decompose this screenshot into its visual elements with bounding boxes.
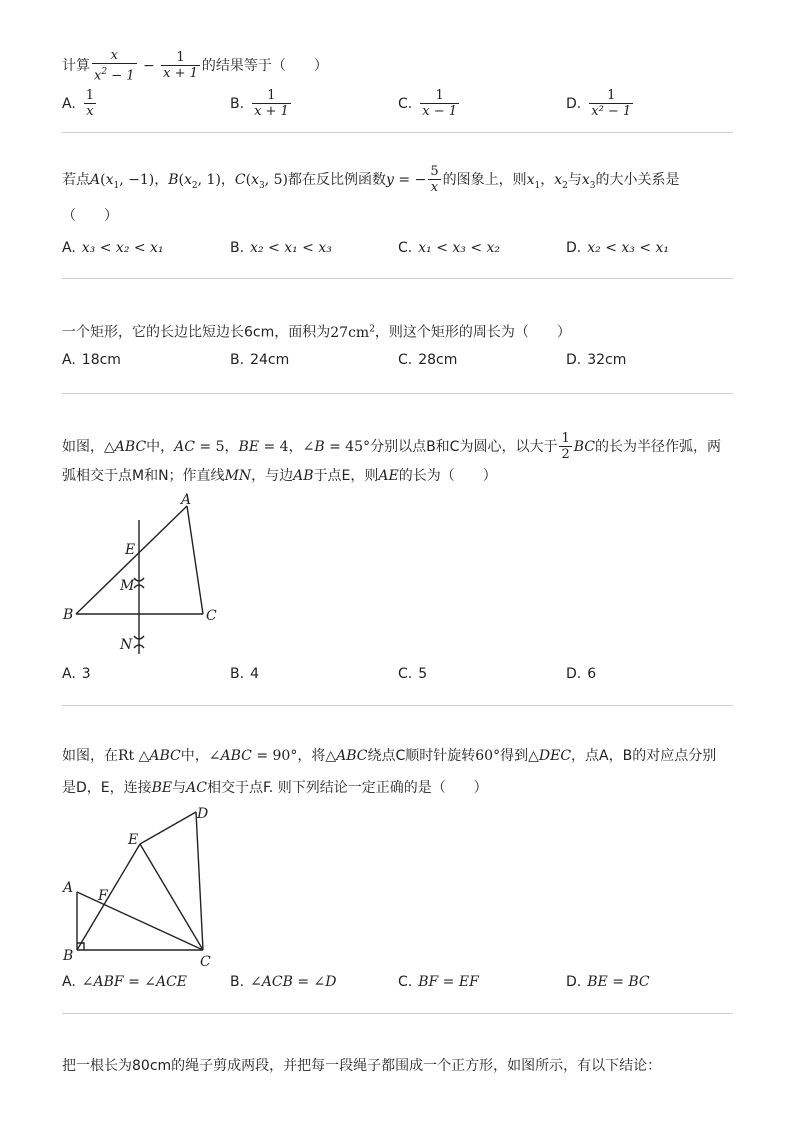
segment-ac bbox=[187, 506, 203, 614]
q1-option-b[interactable]: B. $\frac{1}{x + 1}$ bbox=[230, 88, 289, 119]
segment-dc bbox=[196, 812, 203, 950]
segment-ab bbox=[76, 506, 187, 614]
q4-stem-line1: 如图，△ABC中，AC = 5，BE = 4，∠B = 45°分别以点B和C为圆心，以大于 $\frac{1}{2}$ BC的长为半径作弧，两 bbox=[62, 431, 722, 462]
divider bbox=[62, 1013, 733, 1014]
q2-option-d[interactable]: D. x₂ < x₃ < x₁ bbox=[566, 240, 670, 256]
q1-option-d[interactable]: D. $\frac{1}{\text{x² − 1}}$ bbox=[566, 88, 632, 119]
q4-figure bbox=[60, 492, 230, 660]
q4-option-d[interactable]: D. 6 bbox=[566, 666, 597, 682]
label-c: C bbox=[200, 954, 211, 970]
divider bbox=[62, 393, 733, 394]
q4-option-c[interactable]: C. 5 bbox=[398, 666, 428, 682]
segment-ec bbox=[140, 844, 203, 950]
q3-stem: 一个矩形，它的长边比短边长6cm，面积为$27cm^2$，则这个矩形的周长为（ ） bbox=[62, 324, 571, 341]
label-a: A bbox=[63, 880, 74, 896]
label-e: E bbox=[125, 542, 136, 558]
q6-stem: 把一根长为80cm的绳子剪成两段，并把每一段绳子都围成一个正方形，如图所示，有以下结论： bbox=[62, 1058, 662, 1074]
divider bbox=[62, 705, 733, 706]
q1-fraction-1: $\frac{x}{x^2 - 1}$ bbox=[94, 48, 135, 84]
q3-option-c[interactable]: C. 28cm bbox=[398, 352, 458, 368]
label-n: N bbox=[120, 637, 133, 653]
q1-suffix: 的结果等于（ ） bbox=[201, 58, 328, 75]
label-b: B bbox=[63, 607, 74, 623]
q2-stem-line1: 若点$A(x_1$, −1)，$B(x_2$, 1)，$C(x_3$, 5)都在反比例函数y = − $\frac{5}{x}$ 的图象上，则$x_1$，$x_2$与$x_3$的大小关系是 bbox=[62, 164, 680, 195]
label-d: D bbox=[197, 806, 209, 822]
q5-option-b[interactable]: B. ∠ACB = ∠D bbox=[230, 974, 337, 990]
label-m: M bbox=[120, 578, 135, 594]
q4-option-b[interactable]: B. 4 bbox=[230, 666, 259, 682]
segment-ed bbox=[140, 812, 196, 844]
q1-option-c[interactable]: C. $\frac{1}{x - 1}$ bbox=[398, 88, 457, 119]
q2-option-c[interactable]: C. x₁ < x₃ < x₂ bbox=[398, 240, 501, 256]
q5-option-a[interactable]: A. ∠ABF = ∠ACE bbox=[62, 974, 188, 990]
segment-ac bbox=[77, 892, 203, 950]
q1-fraction-2: $\frac{1}{x + 1}$ bbox=[163, 50, 198, 82]
q1-stem: 计算 $\frac{x}{x^2 - 1}$ − $\frac{1}{x + 1}$ 的结果等于（ ） bbox=[62, 48, 328, 84]
q1-option-a[interactable]: A. $\frac{1}{x}$ bbox=[62, 88, 95, 119]
label-a: A bbox=[181, 492, 192, 508]
q5-stem-line2: 是D，E，连接BE与AC相交于点F. 则下列结论一定正确的是（ ） bbox=[62, 780, 488, 796]
q2-option-b[interactable]: B. x₂ < x₁ < x₃ bbox=[230, 240, 332, 256]
q4-stem-line2: 弧相交于点M和N；作直线MN，与边AB于点E，则AE的长为（ ） bbox=[62, 468, 497, 484]
q5-stem-line1: 如图，在Rt △ABC中，∠ABC = 90°，将△ABC绕点C顺时针旋转60°得到△DEC，点A，B的对应点分别 bbox=[62, 748, 717, 764]
label-b: B bbox=[63, 948, 74, 964]
divider bbox=[62, 278, 733, 279]
divider bbox=[62, 132, 733, 133]
label-e: E bbox=[128, 832, 139, 848]
q5-figure bbox=[60, 800, 226, 972]
label-f: F bbox=[98, 888, 108, 904]
q2-option-a[interactable]: A. x₃ < x₂ < x₁ bbox=[62, 240, 164, 256]
q2-stem-line2: （ ） bbox=[62, 208, 118, 224]
q3-option-d[interactable]: D. 32cm bbox=[566, 352, 627, 368]
q5-option-d[interactable]: D. BE = BC bbox=[566, 974, 650, 990]
q5-option-c[interactable]: C. BF = EF bbox=[398, 974, 479, 990]
q3-option-b[interactable]: B. 24cm bbox=[230, 352, 290, 368]
q3-option-a[interactable]: A. 18cm bbox=[62, 352, 121, 368]
q1-prefix: 计算 bbox=[62, 58, 90, 75]
q4-option-a[interactable]: A. 3 bbox=[62, 666, 91, 682]
label-c: C bbox=[206, 608, 217, 624]
